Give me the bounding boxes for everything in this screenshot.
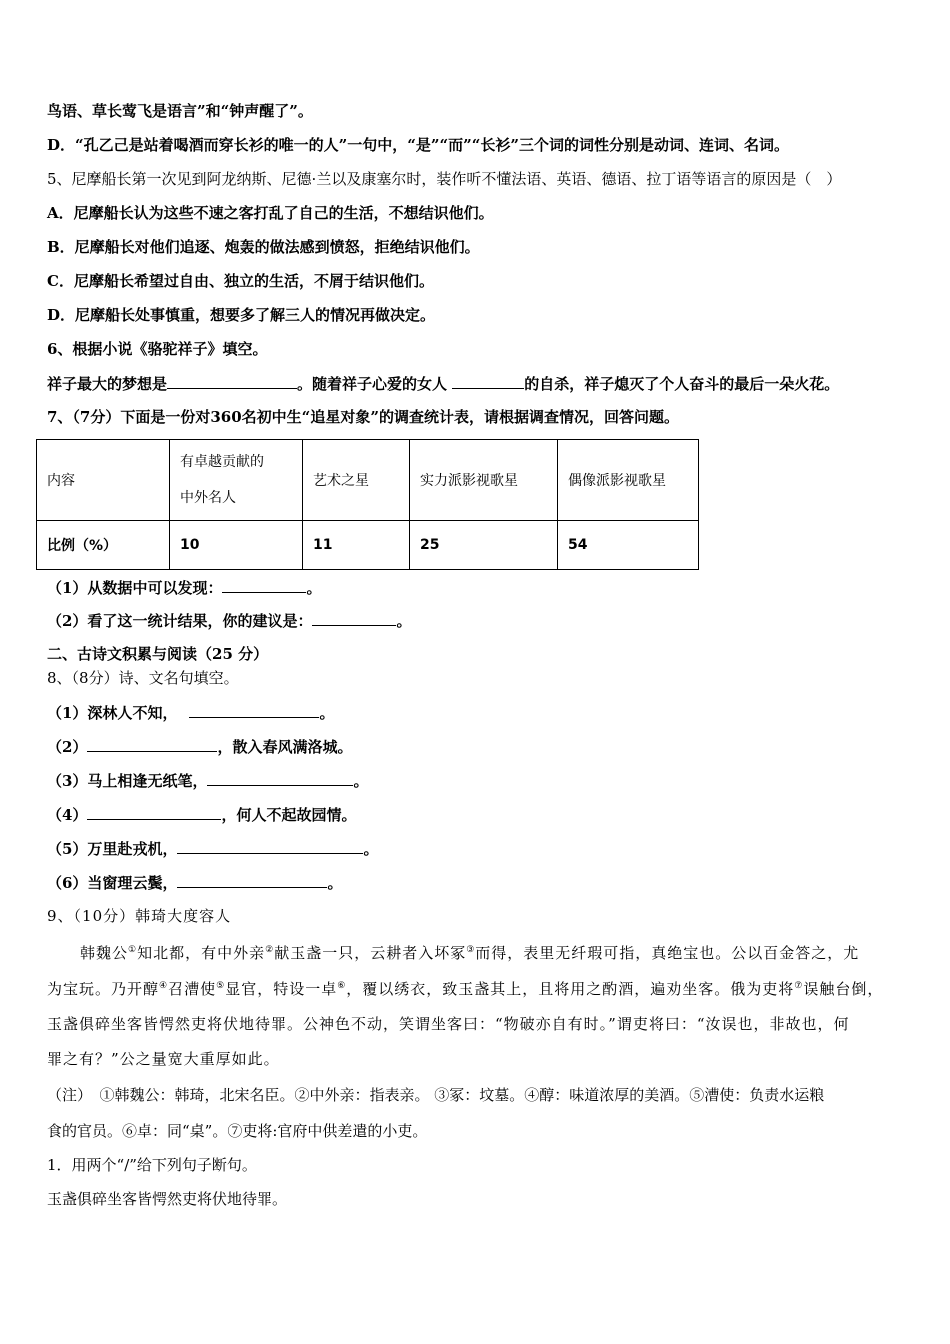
table-cell: 54 xyxy=(558,521,699,570)
answer-blank[interactable] xyxy=(222,577,306,593)
answer-blank[interactable] xyxy=(87,736,217,752)
q5-option-c: C．尼摩船长希望过自由、独立的生活，不屑于结识他们。 xyxy=(47,272,434,290)
question-5: 5、尼摩船长第一次见到阿龙纳斯、尼德·兰以及康塞尔时，装作听不懂法语、英语、德语、拉丁语等语言的原因是（ ） xyxy=(47,170,842,188)
table-cell: 25 xyxy=(410,521,558,570)
table-header-cell: 实力派影视歌星 xyxy=(410,440,558,521)
survey-table xyxy=(36,439,699,570)
passage-line: 罪之有？”公之量宽大重厚如此。 xyxy=(47,1050,280,1068)
question-6: 6、根据小说《骆驼祥子》填空。 xyxy=(47,340,268,358)
answer-blank[interactable] xyxy=(177,838,363,854)
answer-blank[interactable] xyxy=(312,610,396,626)
passage-line: 为宝玩。乃开醇④召漕使⑤显官，特设一卓⑥，覆以绣衣，致玉盏其上，且将用之酌酒，遍劝坐客。俄为吏将⑦误触台倒， xyxy=(47,980,884,998)
answer-blank[interactable] xyxy=(167,373,297,389)
table-row-label: 比例（%） xyxy=(37,521,170,570)
text-line: 鸟语、草长莺飞是语言”和“钟声醒了”。 xyxy=(47,102,313,120)
q7-sub-2: （2）看了这一统计结果，你的建议是： 。 xyxy=(47,612,412,630)
q8-item-5: （5）万里赴戎机， 。 xyxy=(47,840,379,858)
q6-fill-line xyxy=(47,373,839,394)
table-header-cell: 偶像派影视歌星 xyxy=(558,440,699,521)
q6-text-1: 祥子最大的梦想是 xyxy=(47,375,168,393)
section-2-title: 二、古诗文积累与阅读（25 分） xyxy=(47,645,269,663)
sub-question-1: 1．用两个“/”给下列句子断句。 xyxy=(47,1156,257,1174)
q6-text-2: 。随着祥子心爱的女人 xyxy=(297,375,448,393)
q6-text-3: 的自杀，祥子熄灭了个人奋斗的最后一朵火花。 xyxy=(524,375,840,393)
passage-line: 玉盏俱碎坐客皆愕然吏将伏地待罪。公神色不动，笑谓坐客曰：“物破亦自有时。”谓吏将曰：“汝误也，非故也，何 xyxy=(47,1015,850,1033)
q5-option-d: D．尼摩船长处事慎重，想要多了解三人的情况再做决定。 xyxy=(47,306,436,324)
table-header-row xyxy=(37,440,699,521)
q8-item-2: （2） ，散入春风满洛城。 xyxy=(47,738,353,756)
table-header-cell: 内容 xyxy=(37,440,170,521)
table-cell: 10 xyxy=(170,521,303,570)
answer-blank[interactable] xyxy=(189,702,319,718)
sentence-to-punctuate: 玉盏俱碎坐客皆愕然吏将伏地待罪。 xyxy=(47,1190,288,1208)
answer-blank[interactable] xyxy=(177,872,327,888)
q7-sub-1: （1）从数据中可以发现： 。 xyxy=(47,579,322,597)
answer-blank[interactable] xyxy=(452,373,524,389)
table-row xyxy=(37,521,699,570)
q8-item-4: （4） ，何人不起故园情。 xyxy=(47,806,357,824)
answer-blank[interactable] xyxy=(87,804,221,820)
annotation-line: 食的官员。⑥卓：同“桌”。⑦吏将:官府中供差遣的小吏。 xyxy=(47,1122,428,1140)
option-d-line: D．“孔乙己是站着喝酒而穿长衫的唯一的人”一句中，“是”“而”“长衫”三个词的词性分别是动词、连词、名词。 xyxy=(47,136,790,154)
table-header-cell: 有卓越贡献的 中外名人 xyxy=(170,440,303,521)
annotation-line: （注） ①韩魏公：韩琦，北宋名臣。②中外亲：指表亲。 ③冢：坟墓。④醇：味道浓厚的美酒。⑤漕使：负责水运粮 xyxy=(47,1086,825,1104)
q5-option-b: B．尼摩船长对他们追逐、炮轰的做法感到愤怒，拒绝结识他们。 xyxy=(47,238,480,256)
answer-blank[interactable] xyxy=(207,770,353,786)
q8-item-6: （6）当窗理云鬓， 。 xyxy=(47,874,343,892)
question-8: 8、（8分）诗、文名句填空。 xyxy=(47,669,239,687)
q8-item-1: （1）深林人不知， 。 xyxy=(47,704,335,722)
question-7: 7、（7分）下面是一份对360名初中生“追星对象”的调查统计表，请根据调查情况，回答问题。 xyxy=(47,408,679,426)
q8-item-3: （3）马上相逢无纸笔， 。 xyxy=(47,772,369,790)
table-header-cell: 艺术之星 xyxy=(303,440,410,521)
question-9: 9、（10分）韩琦大度容人 xyxy=(47,907,232,925)
passage-line: 韩魏公①知北都，有中外亲②献玉盏一只，云耕者入坏冢③而得，表里无纤瑕可指，真绝宝也。公以百金答之，尤 xyxy=(80,944,860,962)
q5-option-a: A．尼摩船长认为这些不速之客打乱了自己的生活，不想结识他们。 xyxy=(47,204,494,222)
table-cell: 11 xyxy=(303,521,410,570)
